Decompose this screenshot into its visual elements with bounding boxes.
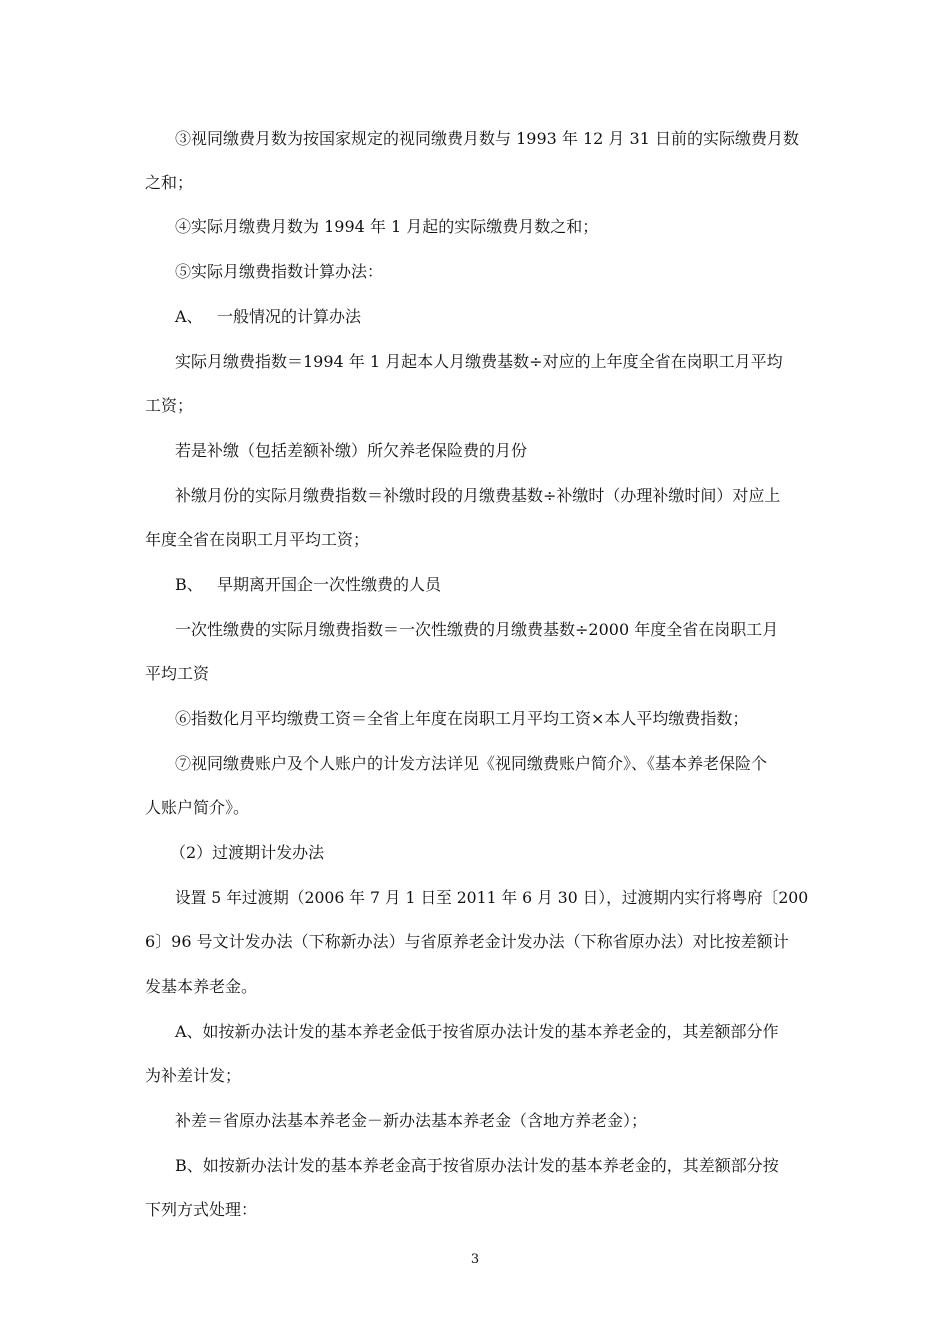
paragraph-line: 为补差计发； (145, 1066, 242, 1085)
paragraph-line: 发基本养老金。 (145, 977, 258, 996)
paragraph-line: 一次性缴费的实际月缴费指数＝一次性缴费的月缴费基数÷2000 年度全省在岗职工月 (175, 620, 779, 639)
section-heading: （2）过渡期计发办法 (170, 843, 325, 862)
paragraph-line: 下列方式处理： (145, 1200, 258, 1219)
paragraph-line: A、如按新办法计发的基本养老金低于按省原办法计发的基本养老金的，其差额部分作 (175, 1022, 779, 1041)
paragraph-line: 设置 5 年过渡期（2006 年 7 月 1 日至 2011 年 6 月 30 日），过渡期内实行将粤府〔200 (175, 888, 809, 907)
paragraph-line: 若是补缴（包括差额补缴）所欠养老保险费的月份 (175, 441, 528, 460)
paragraph-line: 补差＝省原办法基本养老金－新办法基本养老金（含地方养老金）； (175, 1111, 648, 1130)
paragraph-line: 实际月缴费指数＝1994 年 1 月起本人月缴费基数÷对应的上年度全省在岗职工月平均 (175, 352, 783, 371)
list-marker: A、 (175, 307, 203, 326)
page-number: 3 (470, 1252, 480, 1267)
paragraph-line: B、如按新办法计发的基本养老金高于按省原办法计发的基本养老金的，其差额部分按 (175, 1156, 779, 1175)
section-heading: 一般情况的计算办法 (217, 307, 362, 326)
paragraph-line: 之和； (145, 173, 194, 192)
paragraph-line: ⑤实际月缴费指数计算办法： (175, 262, 384, 281)
paragraph-line: ③视同缴费月数为按国家规定的视同缴费月数与 1993 年 12 月 31 日前的实际缴费月数 (175, 129, 799, 148)
paragraph-line: 补缴月份的实际月缴费指数＝补缴时段的月缴费基数÷补缴时（办理补缴时间）对应上 (175, 486, 781, 505)
paragraph-line: 年度全省在岗职工月平均工资； (145, 530, 370, 549)
paragraph-line: 工资； (145, 396, 194, 415)
list-marker: B、 (175, 575, 203, 594)
section-heading: 早期离开国企一次性缴费的人员 (217, 575, 442, 594)
paragraph-line: ⑥指数化月平均缴费工资＝全省上年度在岗职工月平均工资×本人平均缴费指数； (175, 709, 749, 728)
paragraph-line: 6〕96 号文计发办法（下称新办法）与省原养老金计发办法（下称省原办法）对比按差额计 (145, 932, 789, 951)
paragraph-line: ⑦视同缴费账户及个人账户的计发方法详见《视同缴费账户简介》、《基本养老保险个 (175, 754, 768, 773)
paragraph-line: ④实际月缴费月数为 1994 年 1 月起的实际缴费月数之和； (175, 217, 599, 236)
paragraph-line: 平均工资 (145, 664, 210, 683)
paragraph-line: 人账户简介》。 (145, 798, 250, 817)
